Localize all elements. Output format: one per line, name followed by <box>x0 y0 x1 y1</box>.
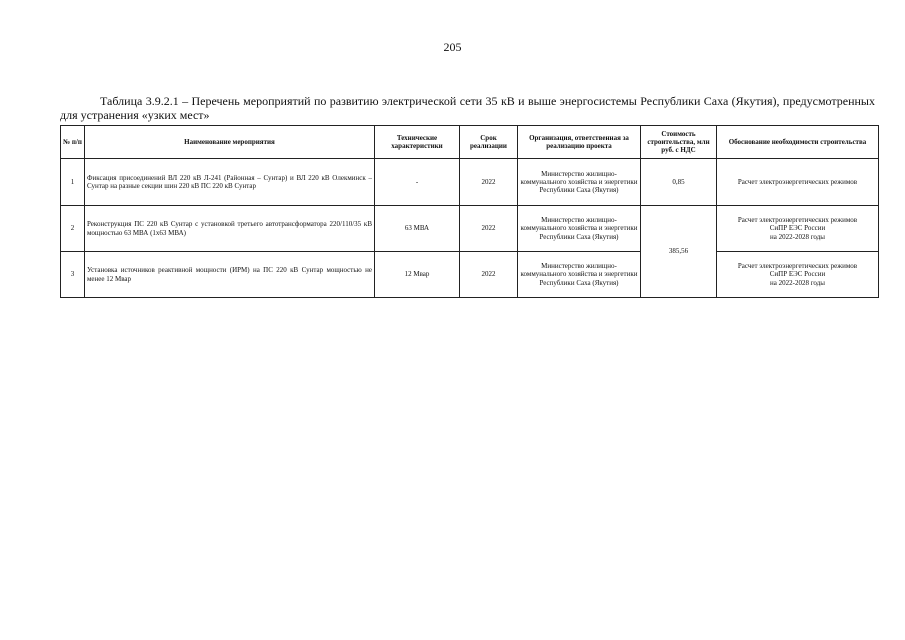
cell-org: Министерство жилищно-коммунального хозяйства и энергетики Республики Саха (Якутия) <box>518 252 641 298</box>
cell-basis <box>717 159 879 206</box>
cell-tech: 63 МВА <box>375 206 460 252</box>
table-row <box>61 252 879 298</box>
cell-tech: 12 Мвар <box>375 252 460 298</box>
basis-line: на 2022-2028 годы <box>770 278 825 287</box>
header-num: № п/п <box>61 126 85 159</box>
basis-line: СиПР ЕЭС России <box>769 270 826 279</box>
header-basis: Обоснование необходимости строительства <box>717 126 879 159</box>
header-cost: Стоимость строительства, млн руб. с НДС <box>641 126 717 159</box>
cell-num: 3 <box>61 252 85 298</box>
basis-line: Расчет электроэнергетических режимов <box>737 177 858 186</box>
cell-name: Установка источников реактивной мощности (ИРМ) на ПС 220 кВ Сунтар мощностью не менее 12 Мвар <box>85 252 375 298</box>
cell-cost: 0,85 <box>641 159 717 206</box>
cell-tech: - <box>375 159 460 206</box>
cell-org: Министерство жилищно-коммунального хозяйства и энергетики Республики Саха (Якутия) <box>518 206 641 252</box>
header-name: Наименование мероприятия <box>85 126 375 159</box>
table-header-row <box>61 126 879 159</box>
cell-basis <box>717 252 879 298</box>
table-caption: Таблица 3.9.2.1 – Перечень мероприятий по развитию электрической сети 35 кВ и выше энергосистемы Республики Саха (Якутия), предусмотренных для устранения «узких мест» <box>60 94 875 122</box>
header-org: Организация, ответственная за реализацию проекта <box>518 126 641 159</box>
header-term: Срок реализации <box>460 126 518 159</box>
cell-basis <box>717 206 879 252</box>
cell-num: 1 <box>61 159 85 206</box>
basis-line: СиПР ЕЭС России <box>769 224 826 233</box>
cell-org: Министерство жилищно-коммунального хозяйства и энергетики Республики Саха (Якутия) <box>518 159 641 206</box>
cell-term: 2022 <box>460 159 518 206</box>
table-row <box>61 206 879 252</box>
cell-cost: 385,56 <box>641 206 717 298</box>
cell-num: 2 <box>61 206 85 252</box>
measures-table <box>60 125 879 298</box>
cell-term: 2022 <box>460 206 518 252</box>
basis-line: Расчет электроэнергетических режимов <box>737 262 858 271</box>
cell-name: Реконструкция ПС 220 кВ Сунтар с установкой третьего автотрансформатора 220/110/35 кВ мощностью 63 МВА (1х63 МВА) <box>85 206 375 252</box>
table-row <box>61 159 879 206</box>
basis-line: на 2022-2028 годы <box>770 232 825 241</box>
header-tech: Технические характеристики <box>375 126 460 159</box>
cell-name: Фиксация присоединений ВЛ 220 кВ Л-241 (Районная – Сунтар) и ВЛ 220 кВ Олекминск – Сунтар на разные секции шин 220 кВ ПС 220 кВ Сунтар <box>85 159 375 206</box>
cell-term: 2022 <box>460 252 518 298</box>
page-number: 205 <box>443 40 462 54</box>
basis-line: Расчет электроэнергетических режимов <box>737 216 858 225</box>
